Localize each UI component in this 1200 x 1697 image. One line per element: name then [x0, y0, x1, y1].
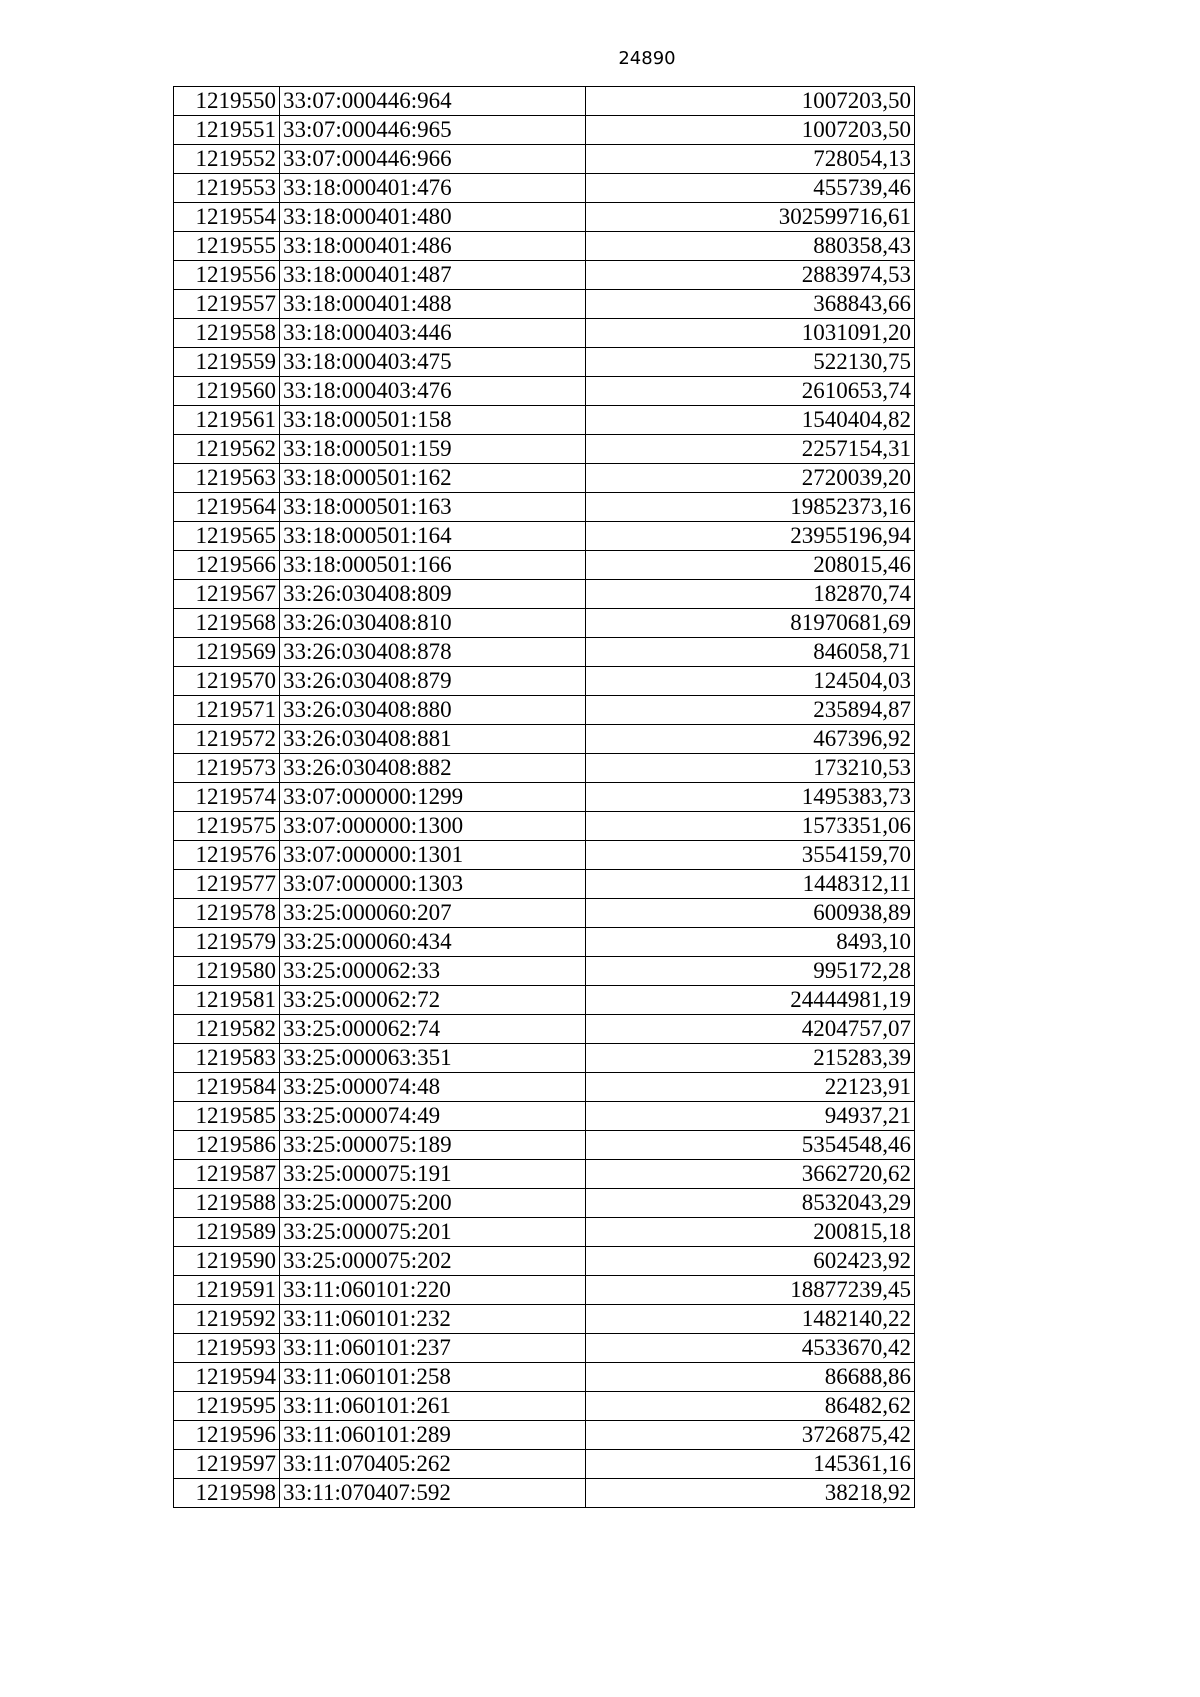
row-number-cell: 1219551 — [174, 116, 280, 145]
table-row — [174, 377, 915, 406]
cadastral-number-cell: 33:25:000060:207 — [280, 899, 586, 928]
cadastral-value-cell: 1007203,50 — [586, 116, 915, 145]
cadastral-value-table — [173, 86, 915, 1508]
cadastral-value-cell: 86482,62 — [586, 1392, 915, 1421]
table-row — [174, 232, 915, 261]
table-row — [174, 261, 915, 290]
table-row — [174, 1015, 915, 1044]
cadastral-number-cell: 33:26:030408:878 — [280, 638, 586, 667]
row-number-cell: 1219598 — [174, 1479, 280, 1508]
cadastral-number-cell: 33:26:030408:809 — [280, 580, 586, 609]
table-row — [174, 493, 915, 522]
row-number-cell: 1219564 — [174, 493, 280, 522]
cadastral-value-cell: 455739,46 — [586, 174, 915, 203]
table-row — [174, 1073, 915, 1102]
row-number-cell: 1219567 — [174, 580, 280, 609]
table-row — [174, 841, 915, 870]
row-number-cell: 1219555 — [174, 232, 280, 261]
cadastral-number-cell: 33:11:060101:220 — [280, 1276, 586, 1305]
cadastral-number-cell: 33:07:000000:1300 — [280, 812, 586, 841]
row-number-cell: 1219575 — [174, 812, 280, 841]
cadastral-number-cell: 33:18:000401:487 — [280, 261, 586, 290]
table-row — [174, 1247, 915, 1276]
cadastral-number-cell: 33:25:000075:202 — [280, 1247, 586, 1276]
table-row — [174, 1189, 915, 1218]
cadastral-number-cell: 33:25:000075:200 — [280, 1189, 586, 1218]
cadastral-value-cell: 522130,75 — [586, 348, 915, 377]
cadastral-number-cell: 33:26:030408:810 — [280, 609, 586, 638]
cadastral-number-cell: 33:18:000401:488 — [280, 290, 586, 319]
row-number-cell: 1219577 — [174, 870, 280, 899]
table-row — [174, 464, 915, 493]
cadastral-value-cell: 1482140,22 — [586, 1305, 915, 1334]
row-number-cell: 1219559 — [174, 348, 280, 377]
page-number: 24890 — [618, 48, 676, 69]
cadastral-number-cell: 33:18:000501:166 — [280, 551, 586, 580]
cadastral-value-cell: 145361,16 — [586, 1450, 915, 1479]
table-row — [174, 812, 915, 841]
table-row — [174, 406, 915, 435]
row-number-cell: 1219558 — [174, 319, 280, 348]
row-number-cell: 1219588 — [174, 1189, 280, 1218]
table-row — [174, 899, 915, 928]
table-row — [174, 638, 915, 667]
cadastral-value-cell: 600938,89 — [586, 899, 915, 928]
row-number-cell: 1219573 — [174, 754, 280, 783]
cadastral-value-cell: 4204757,07 — [586, 1015, 915, 1044]
cadastral-number-cell: 33:25:000075:191 — [280, 1160, 586, 1189]
cadastral-value-cell: 1573351,06 — [586, 812, 915, 841]
row-number-cell: 1219586 — [174, 1131, 280, 1160]
row-number-cell: 1219571 — [174, 696, 280, 725]
cadastral-value-cell: 1540404,82 — [586, 406, 915, 435]
cadastral-value-cell: 94937,21 — [586, 1102, 915, 1131]
row-number-cell: 1219583 — [174, 1044, 280, 1073]
cadastral-number-cell: 33:25:000075:189 — [280, 1131, 586, 1160]
cadastral-value-cell: 23955196,94 — [586, 522, 915, 551]
table-row — [174, 522, 915, 551]
cadastral-number-cell: 33:07:000000:1299 — [280, 783, 586, 812]
cadastral-number-cell: 33:11:060101:261 — [280, 1392, 586, 1421]
table-row — [174, 1392, 915, 1421]
cadastral-value-cell: 368843,66 — [586, 290, 915, 319]
row-number-cell: 1219560 — [174, 377, 280, 406]
row-number-cell: 1219552 — [174, 145, 280, 174]
table-row — [174, 696, 915, 725]
row-number-cell: 1219595 — [174, 1392, 280, 1421]
cadastral-number-cell: 33:18:000403:475 — [280, 348, 586, 377]
table-row — [174, 145, 915, 174]
row-number-cell: 1219591 — [174, 1276, 280, 1305]
table-row — [174, 116, 915, 145]
cadastral-number-cell: 33:25:000060:434 — [280, 928, 586, 957]
table-row — [174, 1218, 915, 1247]
cadastral-value-cell: 602423,92 — [586, 1247, 915, 1276]
cadastral-number-cell: 33:25:000074:49 — [280, 1102, 586, 1131]
cadastral-value-cell: 1448312,11 — [586, 870, 915, 899]
cadastral-value-cell: 1031091,20 — [586, 319, 915, 348]
cadastral-value-cell: 1007203,50 — [586, 87, 915, 116]
cadastral-number-cell: 33:18:000401:476 — [280, 174, 586, 203]
cadastral-value-cell: 24444981,19 — [586, 986, 915, 1015]
table-row — [174, 667, 915, 696]
cadastral-value-cell: 200815,18 — [586, 1218, 915, 1247]
table-row — [174, 1450, 915, 1479]
table-row — [174, 609, 915, 638]
cadastral-number-cell: 33:11:070405:262 — [280, 1450, 586, 1479]
row-number-cell: 1219572 — [174, 725, 280, 754]
row-number-cell: 1219562 — [174, 435, 280, 464]
cadastral-value-cell: 2257154,31 — [586, 435, 915, 464]
cadastral-value-cell: 302599716,61 — [586, 203, 915, 232]
cadastral-value-cell: 81970681,69 — [586, 609, 915, 638]
table-row — [174, 203, 915, 232]
row-number-cell: 1219553 — [174, 174, 280, 203]
cadastral-number-cell: 33:25:000063:351 — [280, 1044, 586, 1073]
cadastral-value-cell: 208015,46 — [586, 551, 915, 580]
cadastral-number-cell: 33:18:000403:476 — [280, 377, 586, 406]
row-number-cell: 1219589 — [174, 1218, 280, 1247]
row-number-cell: 1219597 — [174, 1450, 280, 1479]
table-row — [174, 1102, 915, 1131]
cadastral-number-cell: 33:25:000062:72 — [280, 986, 586, 1015]
table-row — [174, 1044, 915, 1073]
table-row — [174, 174, 915, 203]
cadastral-number-cell: 33:07:000446:965 — [280, 116, 586, 145]
table-row — [174, 957, 915, 986]
cadastral-number-cell: 33:07:000446:964 — [280, 87, 586, 116]
row-number-cell: 1219582 — [174, 1015, 280, 1044]
cadastral-value-cell: 467396,92 — [586, 725, 915, 754]
cadastral-value-cell: 22123,91 — [586, 1073, 915, 1102]
table-row — [174, 580, 915, 609]
row-number-cell: 1219563 — [174, 464, 280, 493]
row-number-cell: 1219596 — [174, 1421, 280, 1450]
row-number-cell: 1219557 — [174, 290, 280, 319]
row-number-cell: 1219593 — [174, 1334, 280, 1363]
cadastral-number-cell: 33:25:000074:48 — [280, 1073, 586, 1102]
table-row — [174, 1160, 915, 1189]
table-row — [174, 1363, 915, 1392]
row-number-cell: 1219581 — [174, 986, 280, 1015]
row-number-cell: 1219566 — [174, 551, 280, 580]
cadastral-value-cell: 1495383,73 — [586, 783, 915, 812]
cadastral-number-cell: 33:18:000403:446 — [280, 319, 586, 348]
row-number-cell: 1219578 — [174, 899, 280, 928]
table-row — [174, 348, 915, 377]
row-number-cell: 1219568 — [174, 609, 280, 638]
table-row — [174, 986, 915, 1015]
cadastral-value-cell: 18877239,45 — [586, 1276, 915, 1305]
table-row — [174, 87, 915, 116]
row-number-cell: 1219576 — [174, 841, 280, 870]
table-row — [174, 783, 915, 812]
cadastral-value-cell: 2720039,20 — [586, 464, 915, 493]
cadastral-value-cell: 215283,39 — [586, 1044, 915, 1073]
cadastral-value-cell: 124504,03 — [586, 667, 915, 696]
table-row — [174, 870, 915, 899]
cadastral-value-cell: 2883974,53 — [586, 261, 915, 290]
cadastral-value-cell: 4533670,42 — [586, 1334, 915, 1363]
table-row — [174, 551, 915, 580]
cadastral-number-cell: 33:18:000501:162 — [280, 464, 586, 493]
row-number-cell: 1219565 — [174, 522, 280, 551]
cadastral-value-cell: 8493,10 — [586, 928, 915, 957]
row-number-cell: 1219592 — [174, 1305, 280, 1334]
table-row — [174, 928, 915, 957]
cadastral-number-cell: 33:11:060101:232 — [280, 1305, 586, 1334]
table-row — [174, 1479, 915, 1508]
cadastral-number-cell: 33:18:000401:480 — [280, 203, 586, 232]
cadastral-number-cell: 33:18:000401:486 — [280, 232, 586, 261]
row-number-cell: 1219579 — [174, 928, 280, 957]
row-number-cell: 1219570 — [174, 667, 280, 696]
table-row — [174, 1276, 915, 1305]
cadastral-number-cell: 33:26:030408:882 — [280, 754, 586, 783]
cadastral-number-cell: 33:07:000000:1301 — [280, 841, 586, 870]
cadastral-number-cell: 33:18:000501:163 — [280, 493, 586, 522]
cadastral-number-cell: 33:18:000501:158 — [280, 406, 586, 435]
cadastral-number-cell: 33:11:060101:237 — [280, 1334, 586, 1363]
cadastral-value-cell: 2610653,74 — [586, 377, 915, 406]
table-row — [174, 1131, 915, 1160]
row-number-cell: 1219556 — [174, 261, 280, 290]
cadastral-value-cell: 38218,92 — [586, 1479, 915, 1508]
cadastral-value-cell: 3554159,70 — [586, 841, 915, 870]
row-number-cell: 1219554 — [174, 203, 280, 232]
cadastral-value-cell: 8532043,29 — [586, 1189, 915, 1218]
cadastral-number-cell: 33:25:000075:201 — [280, 1218, 586, 1247]
row-number-cell: 1219594 — [174, 1363, 280, 1392]
table-row — [174, 435, 915, 464]
table-row — [174, 1334, 915, 1363]
cadastral-number-cell: 33:26:030408:881 — [280, 725, 586, 754]
cadastral-number-cell: 33:07:000000:1303 — [280, 870, 586, 899]
row-number-cell: 1219569 — [174, 638, 280, 667]
cadastral-value-cell: 3662720,62 — [586, 1160, 915, 1189]
cadastral-value-cell: 728054,13 — [586, 145, 915, 174]
cadastral-value-cell: 3726875,42 — [586, 1421, 915, 1450]
cadastral-number-cell: 33:18:000501:164 — [280, 522, 586, 551]
row-number-cell: 1219561 — [174, 406, 280, 435]
table-row — [174, 1421, 915, 1450]
cadastral-value-cell: 5354548,46 — [586, 1131, 915, 1160]
table-row — [174, 725, 915, 754]
cadastral-value-cell: 86688,86 — [586, 1363, 915, 1392]
row-number-cell: 1219585 — [174, 1102, 280, 1131]
cadastral-value-cell: 880358,43 — [586, 232, 915, 261]
cadastral-value-cell: 173210,53 — [586, 754, 915, 783]
cadastral-number-cell: 33:11:060101:289 — [280, 1421, 586, 1450]
cadastral-value-cell: 846058,71 — [586, 638, 915, 667]
table-row — [174, 754, 915, 783]
table-row — [174, 1305, 915, 1334]
cadastral-number-cell: 33:11:060101:258 — [280, 1363, 586, 1392]
row-number-cell: 1219580 — [174, 957, 280, 986]
cadastral-value-cell: 182870,74 — [586, 580, 915, 609]
row-number-cell: 1219584 — [174, 1073, 280, 1102]
row-number-cell: 1219574 — [174, 783, 280, 812]
cadastral-number-cell: 33:18:000501:159 — [280, 435, 586, 464]
table-row — [174, 290, 915, 319]
row-number-cell: 1219550 — [174, 87, 280, 116]
cadastral-value-cell: 19852373,16 — [586, 493, 915, 522]
cadastral-number-cell: 33:26:030408:880 — [280, 696, 586, 725]
cadastral-number-cell: 33:25:000062:74 — [280, 1015, 586, 1044]
cadastral-number-cell: 33:25:000062:33 — [280, 957, 586, 986]
cadastral-number-cell: 33:07:000446:966 — [280, 145, 586, 174]
cadastral-value-cell: 235894,87 — [586, 696, 915, 725]
cadastral-number-cell: 33:11:070407:592 — [280, 1479, 586, 1508]
row-number-cell: 1219587 — [174, 1160, 280, 1189]
cadastral-value-cell: 995172,28 — [586, 957, 915, 986]
table-body — [174, 87, 915, 1508]
row-number-cell: 1219590 — [174, 1247, 280, 1276]
table-row — [174, 319, 915, 348]
cadastral-number-cell: 33:26:030408:879 — [280, 667, 586, 696]
